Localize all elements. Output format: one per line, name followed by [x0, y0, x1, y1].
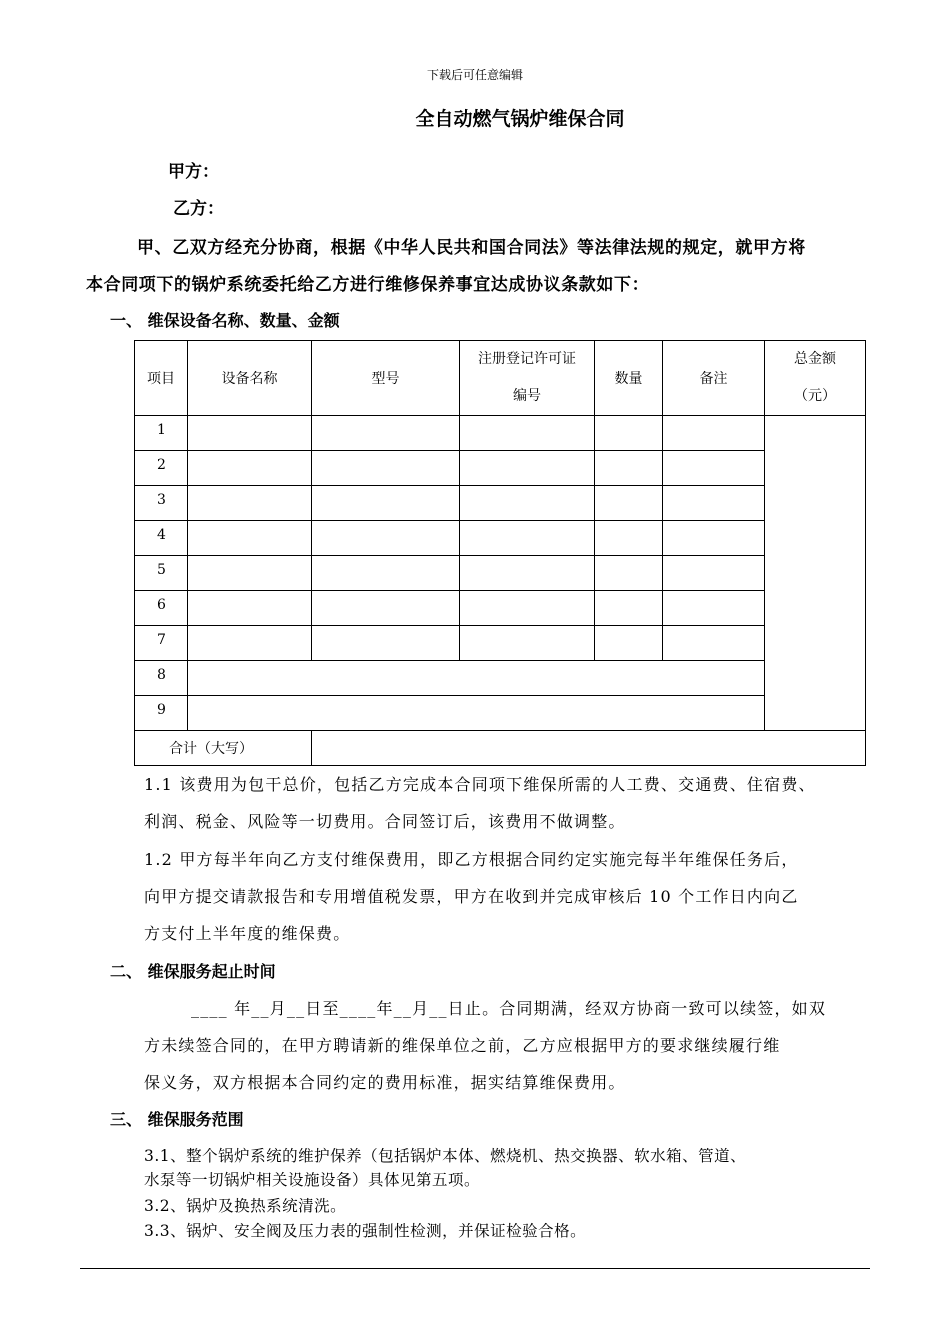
row-number: 4 [135, 521, 188, 556]
row-number: 2 [135, 451, 188, 486]
header-note: 下载后可任意编辑 [426, 68, 523, 82]
row-number: 9 [135, 696, 188, 731]
table-cell [595, 626, 663, 661]
intro-line-1: 甲、乙双方经充分协商，根据《中华人民共和国合同法》等法律法规的规定，就甲方将 [137, 238, 806, 258]
table-cell [460, 486, 595, 521]
table-cell [595, 416, 663, 451]
table-cell [188, 696, 765, 731]
intro-line-2: 本合同项下的锅炉系统委托给乙方进行维修保养事宜达成协议条款如下： [86, 275, 650, 295]
table-cell [595, 556, 663, 591]
table-row [135, 661, 866, 696]
table-row [135, 696, 866, 731]
table-cell [595, 591, 663, 626]
header-total-line2: （元） [794, 388, 836, 404]
clause-1-2-line-1: 1.2 甲方每半年向乙方支付维保费用，即乙方根据合同约定实施完每半年维保任务后， [144, 850, 799, 869]
header-registration-line1: 注册登记许可证 [478, 351, 576, 367]
table-cell [312, 416, 460, 451]
table-cell [188, 556, 312, 591]
row-number: 6 [135, 591, 188, 626]
table-sum-row [135, 731, 866, 766]
clause-3-1-line-2: 水泵等一切锅炉相关设施设备）具体见第五项。 [144, 1171, 481, 1189]
clause-2-line-3: 保义务，双方根据本合同约定的费用标准，据实结算维保费用。 [144, 1073, 626, 1092]
table-cell [312, 556, 460, 591]
header-model: 型号 [312, 341, 460, 416]
table-row [135, 556, 866, 591]
row-number: 3 [135, 486, 188, 521]
table-cell [663, 626, 765, 661]
table-cell [663, 521, 765, 556]
header-total-line1: 总金额 [794, 351, 836, 367]
table-row [135, 486, 866, 521]
clause-2-line-2: 方未续签合同的，在甲方聘请新的维保单位之前，乙方应根据甲方的要求继续履行维 [144, 1036, 781, 1055]
table-cell [460, 556, 595, 591]
table-header-row [135, 341, 866, 416]
table-cell [663, 556, 765, 591]
sum-label: 合计（大写） [135, 731, 312, 766]
section-1-heading: 一、 维保设备名称、数量、金额 [110, 311, 340, 330]
table-cell [595, 486, 663, 521]
table-cell [663, 451, 765, 486]
clause-3-2: 3.2、锅炉及换热系统清洗。 [144, 1197, 347, 1215]
table-cell [312, 451, 460, 486]
table-cell [312, 626, 460, 661]
section-3-heading: 三、 维保服务范围 [110, 1110, 244, 1129]
header-remark: 备注 [663, 341, 765, 416]
clause-2-line-1: ____ 年__月__日至____年__月__日止。合同期满，经双方协商一致可以续签，如双 [191, 999, 827, 1018]
table-row [135, 416, 866, 451]
table-cell [663, 486, 765, 521]
table-cell [460, 451, 595, 486]
header-item: 项目 [135, 341, 188, 416]
equipment-table [134, 340, 866, 766]
table-cell [663, 591, 765, 626]
row-number: 8 [135, 661, 188, 696]
table-cell [188, 626, 312, 661]
table-row [135, 591, 866, 626]
table-row [135, 521, 866, 556]
table-cell [595, 521, 663, 556]
table-row [135, 626, 866, 661]
clause-1-2-line-3: 方支付上半年度的维保费。 [144, 924, 351, 943]
clause-1-2-line-2: 向甲方提交请款报告和专用增值税发票，甲方在收到并完成审核后 10 个工作日内向乙 [144, 887, 799, 906]
clause-3-3: 3.3、锅炉、安全阀及压力表的强制性检测，并保证检验合格。 [144, 1222, 587, 1240]
total-amount-cell [765, 416, 866, 731]
header-registration-number [460, 341, 595, 416]
clause-3-1-line-1: 3.1、整个锅炉系统的维护保养（包括锅炉本体、燃烧机、热交换器、软水箱、管道、 [144, 1147, 747, 1165]
header-registration-line2: 编号 [513, 388, 541, 404]
row-number: 7 [135, 626, 188, 661]
table-cell [460, 626, 595, 661]
table-cell [460, 521, 595, 556]
table-cell [188, 486, 312, 521]
clause-1-1-line-2: 利润、税金、风险等一切费用。合同签订后，该费用不做调整。 [144, 812, 626, 831]
table-cell [312, 486, 460, 521]
table-cell [663, 416, 765, 451]
table-cell [312, 591, 460, 626]
footer-divider [80, 1268, 870, 1269]
table-cell [188, 661, 765, 696]
table-cell [312, 521, 460, 556]
header-total-amount [765, 341, 866, 416]
clause-1-1-line-1: 1.1 该费用为包干总价，包括乙方完成本合同项下维保所需的人工费、交通费、住宿费、 [144, 775, 816, 794]
header-quantity: 数量 [595, 341, 663, 416]
table-cell [188, 416, 312, 451]
table-row [135, 451, 866, 486]
table-cell [595, 451, 663, 486]
table-cell [188, 591, 312, 626]
header-equipment-name: 设备名称 [188, 341, 312, 416]
table-cell [460, 591, 595, 626]
table-cell [188, 451, 312, 486]
sum-value-cell [312, 731, 866, 766]
section-2-heading: 二、 维保服务起止时间 [110, 962, 276, 981]
document-title: 全自动燃气锅炉维保合同 [415, 108, 625, 130]
party-a-label: 甲方： [168, 162, 219, 182]
row-number: 1 [135, 416, 188, 451]
table-cell [460, 416, 595, 451]
row-number: 5 [135, 556, 188, 591]
party-b-label: 乙方： [173, 199, 224, 219]
table-cell [188, 521, 312, 556]
